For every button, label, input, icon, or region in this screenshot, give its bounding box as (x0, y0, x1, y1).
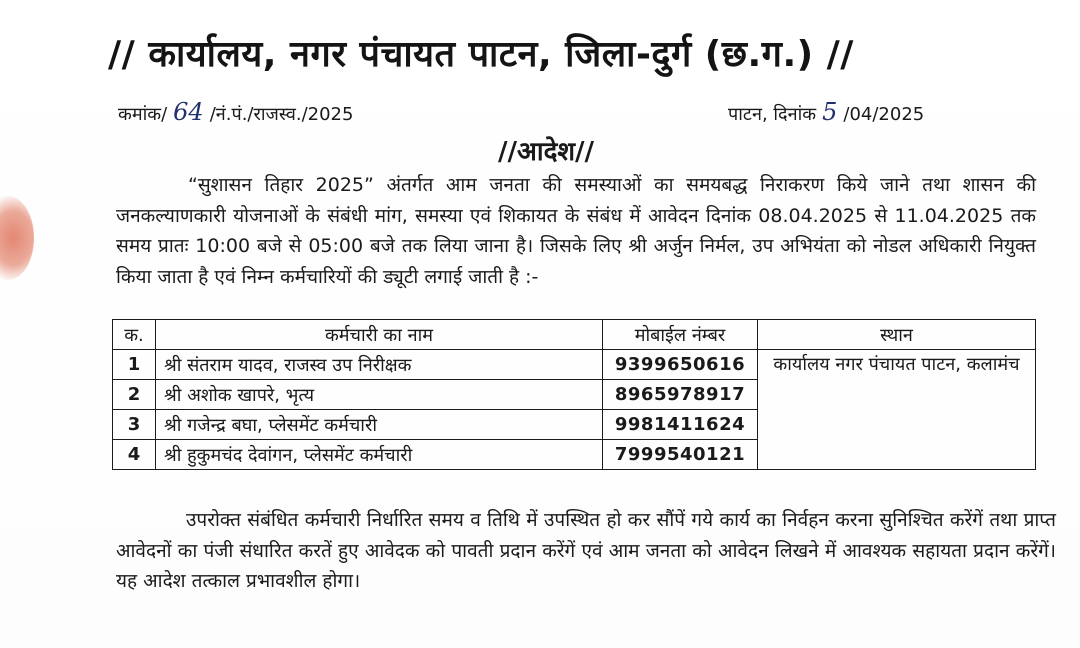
table-row (113, 350, 1036, 380)
row-mobile-number: 9981411624 (603, 410, 758, 440)
row-serial: 4 (113, 440, 156, 470)
order-title: //आदेश// (498, 137, 595, 167)
reference-number-line (118, 98, 353, 126)
row-employee-name: श्री संतराम यादव, राजस्व उप निरीक्षक (156, 350, 603, 380)
ink-stain-mark (0, 196, 34, 280)
date-line (728, 98, 924, 126)
row-employee-name: श्री अशोक खापरे, भृत्य (156, 380, 603, 410)
date-suffix: /04/2025 (843, 104, 925, 125)
row-employee-name: श्री हुकुमचंद देवांगन, प्लेसमेंट कर्मचारी (156, 440, 603, 470)
row-serial: 2 (113, 380, 156, 410)
table-header-row (113, 320, 1036, 350)
office-heading: // कार्यालय, नगर पंचायत पाटन, जिला-दुर्ग (छ.ग.) // (108, 34, 854, 75)
date-handwritten-day: 5 (822, 98, 838, 126)
row-mobile-number: 9399650616 (603, 350, 758, 380)
staff-duty-table (112, 319, 1036, 470)
row-employee-name: श्री गजेन्द्र बघा, प्लेसमेंट कर्मचारी (156, 410, 603, 440)
reference-prefix: कमांक/ (118, 104, 168, 125)
reference-suffix: /नं.पं./राजस्व./2025 (209, 104, 354, 125)
row-mobile-number: 8965978917 (603, 380, 758, 410)
row-serial: 1 (113, 350, 156, 380)
reference-handwritten-number: 64 (173, 98, 204, 126)
row-mobile-number: 7999540121 (603, 440, 758, 470)
header-serial: क. (113, 320, 156, 350)
date-prefix: पाटन, दिनांक (728, 104, 817, 125)
row-serial: 3 (113, 410, 156, 440)
header-employee-name: कर्मचारी का नाम (156, 320, 603, 350)
order-paragraph-intro: “सुशासन तिहार 2025” अंतर्गत आम जनता की समस्याओं का समयबद्ध निराकरण किये जाने तथा शासन की जनकल्याणकारी योजनाओं के संबंधी मांग, समस्या एवं शिकायत के संबंध में आवेदन दिनांक 08.04.2025 से 11.04.2025 तक समय प्रातः 10:00 बजे से 05:00 बजे तक लिया जाना है। जिसके लिए श्री अर्जुन निर्मल, उप अभियंता को नोडल अधिकारी नियुक्त किया जाता है एवं निम्न कर्मचारियों की ड्यूटी लगाई जाती है :- (116, 174, 1036, 288)
order-paragraph-instructions: उपरोक्त संबंधित कर्मचारी निर्धारित समय व तिथि में उपस्थित हो कर सौंपें गये कार्य का निर्वहन करना सुनिश्चित करेंगें तथा प्राप्त आवेदनों का पंजी संधारित करतें हुए आवेदक को पावती प्रदान करेंगें एवं आम जनता को आवेदन लिखने में आवश्यक सहायता प्रदान करेंगें। यह आदेश तत्काल प्रभावशील होगा। (116, 509, 1056, 592)
row-location: कार्यालय नगर पंचायत पाटन, कलामंच (758, 350, 1036, 470)
header-mobile-number: मोबाईल नंम्बर (603, 320, 758, 350)
header-location: स्थान (758, 320, 1036, 350)
